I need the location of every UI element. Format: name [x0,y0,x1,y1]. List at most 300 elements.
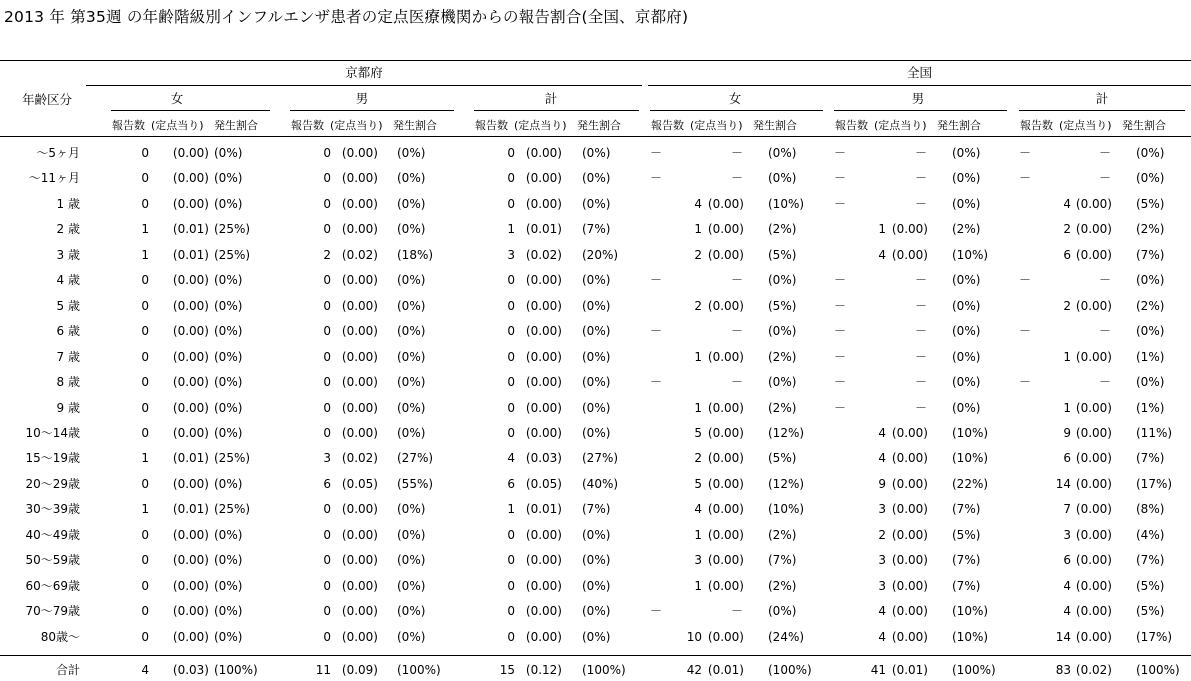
occurrence-ratio: (0%) [397,604,426,619]
occurrence-ratio: (24%) [768,629,805,644]
report-count: 1 [141,451,149,466]
report-count: 4 [694,196,702,211]
per-site-value: (0.00) [707,222,744,237]
report-count: 0 [141,375,149,390]
report-count: 4 [878,629,886,644]
occurrence-ratio: (5%) [1136,196,1165,211]
report-count: 11 [315,663,331,677]
occurrence-ratio: (0%) [214,298,243,313]
subheader-count: 報告数 [1020,119,1053,132]
occurrence-ratio: (0%) [397,553,426,568]
report-count: 4 [694,502,702,517]
per-site-value: (0.02) [341,451,378,466]
occurrence-ratio: (2%) [952,222,981,237]
per-site-value: (0.00) [172,629,209,644]
report-count: 0 [323,425,331,440]
per-site-value: (0.00) [707,527,744,542]
occurrence-ratio: (27%) [397,451,434,466]
per-site-dash: － [730,146,743,160]
occurrence-ratio: (0%) [214,476,243,491]
occurrence-ratio: (2%) [768,527,797,542]
report-count: 1 [507,222,515,237]
per-site-value: (0.00) [891,476,928,491]
per-site-value: (0.00) [1075,247,1112,262]
per-site-value: (0.00) [891,425,928,440]
occurrence-ratio: (0%) [952,146,981,160]
per-site-value: (0.00) [172,553,209,568]
per-site-value: (0.00) [707,502,744,517]
occurrence-ratio: (0%) [397,171,426,186]
subheader-per-site: (定点当り) [514,119,567,132]
occurrence-ratio: (0%) [1136,146,1165,160]
per-site-value: (0.00) [172,298,209,313]
per-site-value: (0.00) [172,578,209,593]
occurrence-ratio: (1%) [1136,349,1165,364]
subheader-ratio: 発生割合 [753,119,797,132]
per-site-value: (0.01) [172,222,209,237]
occurrence-ratio: (0%) [397,196,426,211]
occurrence-ratio: (7%) [952,502,981,517]
per-site-dash: － [730,324,743,339]
per-site-value: (0.00) [1075,476,1112,491]
occurrence-ratio: (0%) [214,375,243,390]
report-count: 15 [499,663,515,677]
occurrence-ratio: (0%) [214,146,243,160]
count-dash: － [834,349,847,364]
per-site-value: (0.00) [525,273,562,288]
per-site-dash: － [1098,273,1111,288]
occurrence-ratio: (0%) [582,527,611,542]
subheader-per-site: (定点当り) [330,119,383,132]
per-site-value: (0.00) [341,425,378,440]
occurrence-ratio: (0%) [582,400,611,415]
occurrence-ratio: (17%) [1136,476,1173,491]
count-dash: － [834,400,847,415]
occurrence-ratio: (0%) [214,553,243,568]
occurrence-ratio: (0%) [768,604,797,619]
report-count: 1 [141,222,149,237]
age-label: 3 歳 [56,247,80,262]
per-site-value: (0.00) [341,196,378,211]
per-site-value: (0.01) [891,663,928,677]
per-site-value: (0.00) [172,171,209,186]
subheader-ratio: 発生割合 [577,119,621,132]
per-site-dash: － [914,298,927,313]
per-site-value: (0.00) [1075,629,1112,644]
occurrence-ratio: (0%) [952,196,981,211]
occurrence-ratio: (0%) [214,604,243,619]
per-site-value: (0.00) [341,553,378,568]
occurrence-ratio: (2%) [768,349,797,364]
count-dash: － [834,273,847,288]
report-count: 0 [141,629,149,644]
occurrence-ratio: (0%) [1136,324,1165,339]
per-site-value: (0.01) [172,502,209,517]
per-site-value: (0.00) [707,451,744,466]
age-label: 80歳～ [40,629,80,644]
age-label: 40～49歳 [25,527,80,542]
report-count: 1 [1063,349,1071,364]
occurrence-ratio: (0%) [768,146,797,160]
occurrence-ratio: (0%) [582,578,611,593]
report-count: 0 [323,273,331,288]
occurrence-ratio: (5%) [1136,578,1165,593]
per-site-value: (0.00) [1075,502,1112,517]
report-count: 0 [323,375,331,390]
per-site-value: (0.00) [341,171,378,186]
per-site-dash: － [914,171,927,186]
per-site-value: (0.00) [172,324,209,339]
occurrence-ratio: (7%) [1136,451,1165,466]
gender-header: 女 [170,91,184,106]
occurrence-ratio: (10%) [952,629,989,644]
occurrence-ratio: (4%) [1136,527,1165,542]
occurrence-ratio: (0%) [582,196,611,211]
occurrence-ratio: (0%) [952,171,981,186]
occurrence-ratio: (0%) [214,578,243,593]
occurrence-ratio: (0%) [214,400,243,415]
report-count: 0 [141,171,149,186]
per-site-value: (0.09) [341,663,378,677]
occurrence-ratio: (10%) [952,247,989,262]
occurrence-ratio: (12%) [768,425,805,440]
per-site-value: (0.00) [707,629,744,644]
report-count: 0 [507,273,515,288]
report-count: 5 [694,425,702,440]
report-count: 0 [507,375,515,390]
occurrence-ratio: (0%) [214,273,243,288]
report-count: 0 [507,324,515,339]
occurrence-ratio: (10%) [952,604,989,619]
report-count: 0 [141,349,149,364]
occurrence-ratio: (100%) [768,663,812,677]
age-column-header: 年齢区分 [22,92,73,107]
subheader-ratio: 発生割合 [393,119,437,132]
report-count: 1 [507,502,515,517]
occurrence-ratio: (100%) [397,663,441,677]
report-count: 3 [507,247,515,262]
per-site-value: (0.00) [707,578,744,593]
per-site-value: (0.00) [1075,553,1112,568]
total-label: 合計 [55,663,80,677]
occurrence-ratio: (0%) [214,196,243,211]
per-site-value: (0.00) [1075,400,1112,415]
report-count: 0 [141,578,149,593]
age-label: 20～29歳 [25,476,80,491]
per-site-value: (0.00) [707,425,744,440]
subheader-per-site: (定点当り) [151,119,204,132]
count-dash: － [834,146,847,160]
per-site-value: (0.00) [1075,425,1112,440]
per-site-dash: － [730,273,743,288]
report-count: 7 [1063,502,1071,517]
subheader-count: 報告数 [291,119,324,132]
per-site-value: (0.00) [172,349,209,364]
per-site-value: (0.00) [525,171,562,186]
subheader-per-site: (定点当り) [874,119,927,132]
report-count: 3 [323,451,331,466]
count-dash: － [650,324,663,339]
occurrence-ratio: (2%) [768,578,797,593]
count-dash: － [834,324,847,339]
occurrence-ratio: (8%) [1136,502,1165,517]
per-site-dash: － [914,196,927,211]
age-label: 4 歳 [56,273,80,288]
per-site-value: (0.00) [341,400,378,415]
per-site-value: (0.00) [172,604,209,619]
per-site-value: (0.02) [525,247,562,262]
age-label: ～5ヶ月 [36,146,80,160]
per-site-value: (0.00) [891,222,928,237]
per-site-value: (0.00) [891,451,928,466]
occurrence-ratio: (5%) [768,298,797,313]
occurrence-ratio: (0%) [952,324,981,339]
per-site-value: (0.00) [891,247,928,262]
per-site-value: (0.00) [341,222,378,237]
per-site-value: (0.00) [707,349,744,364]
report-count: 4 [878,451,886,466]
occurrence-ratio: (5%) [768,451,797,466]
report-count: 4 [141,663,149,677]
report-count: 0 [141,273,149,288]
occurrence-ratio: (0%) [952,273,981,288]
per-site-value: (0.01) [525,222,562,237]
age-label: 50～59歳 [25,553,80,568]
count-dash: － [834,196,847,211]
gender-rule [111,110,270,111]
gender-header: 男 [911,91,925,106]
per-site-value: (0.00) [525,527,562,542]
age-label: 5 歳 [56,298,80,313]
per-site-value: (0.00) [172,273,209,288]
per-site-value: (0.00) [341,502,378,517]
per-site-value: (0.03) [172,663,209,677]
count-dash: － [834,375,847,390]
report-count: 0 [323,400,331,415]
per-site-value: (0.00) [707,298,744,313]
report-count: 6 [323,476,331,491]
per-site-value: (0.00) [172,196,209,211]
occurrence-ratio: (0%) [214,527,243,542]
kyoto-region-rule [86,85,642,86]
per-site-value: (0.00) [341,604,378,619]
per-site-value: (0.00) [341,375,378,390]
occurrence-ratio: (7%) [952,553,981,568]
occurrence-ratio: (1%) [1136,400,1165,415]
age-label: 9 歳 [56,400,80,415]
report-count: 1 [694,527,702,542]
age-label: 15～19歳 [25,451,80,466]
occurrence-ratio: (0%) [582,604,611,619]
report-count: 0 [323,349,331,364]
report-count: 4 [1063,578,1071,593]
report-count: 2 [1063,222,1071,237]
occurrence-ratio: (0%) [397,578,426,593]
report-count: 4 [878,604,886,619]
report-count: 0 [507,400,515,415]
per-site-value: (0.01) [172,451,209,466]
header-bottom-rule [0,136,1191,137]
age-label: ～11ヶ月 [28,171,80,186]
subheader-count: 報告数 [475,119,508,132]
count-dash: － [1019,273,1032,288]
report-count: 0 [323,146,331,160]
report-count: 0 [507,146,515,160]
occurrence-ratio: (0%) [214,171,243,186]
gender-rule [1019,110,1185,111]
occurrence-ratio: (0%) [768,171,797,186]
occurrence-ratio: (18%) [397,247,434,262]
age-label: 7 歳 [56,349,80,364]
occurrence-ratio: (25%) [214,247,251,262]
per-site-value: (0.00) [707,476,744,491]
report-count: 0 [507,629,515,644]
report-count: 4 [1063,196,1071,211]
subheader-ratio: 発生割合 [1122,119,1166,132]
report-count: 1 [694,222,702,237]
occurrence-ratio: (0%) [397,349,426,364]
report-count: 0 [323,502,331,517]
per-site-value: (0.00) [172,425,209,440]
per-site-value: (0.00) [172,375,209,390]
per-site-value: (0.00) [341,298,378,313]
report-count: 10 [686,629,702,644]
report-count: 2 [694,451,702,466]
occurrence-ratio: (0%) [582,425,611,440]
per-site-value: (0.00) [891,578,928,593]
report-count: 6 [1063,247,1071,262]
report-count: 5 [694,476,702,491]
occurrence-ratio: (0%) [397,425,426,440]
report-count: 6 [507,476,515,491]
report-count: 2 [1063,298,1071,313]
per-site-value: (0.02) [1075,663,1112,677]
report-count: 14 [1055,476,1071,491]
occurrence-ratio: (0%) [214,425,243,440]
report-count: 0 [141,400,149,415]
report-count: 1 [1063,400,1071,415]
occurrence-ratio: (0%) [214,629,243,644]
per-site-value: (0.00) [525,425,562,440]
per-site-value: (0.00) [525,349,562,364]
per-site-value: (0.00) [525,196,562,211]
per-site-dash: － [730,375,743,390]
per-site-value: (0.00) [525,604,562,619]
occurrence-ratio: (7%) [952,578,981,593]
count-dash: － [650,273,663,288]
report-count: 3 [878,578,886,593]
per-site-value: (0.00) [1075,349,1112,364]
per-site-value: (0.02) [341,247,378,262]
per-site-value: (0.03) [525,451,562,466]
report-count: 0 [141,196,149,211]
per-site-dash: － [914,146,927,160]
occurrence-ratio: (5%) [1136,604,1165,619]
per-site-dash: － [914,273,927,288]
occurrence-ratio: (0%) [397,324,426,339]
report-count: 0 [507,171,515,186]
occurrence-ratio: (0%) [582,629,611,644]
region-header-national: 全国 [906,65,932,80]
occurrence-ratio: (0%) [768,375,797,390]
age-label: 60～69歳 [25,578,80,593]
report-count: 0 [323,298,331,313]
occurrence-ratio: (0%) [582,146,611,160]
occurrence-ratio: (5%) [952,527,981,542]
occurrence-ratio: (7%) [768,553,797,568]
per-site-value: (0.00) [707,400,744,415]
report-count: 0 [507,298,515,313]
occurrence-ratio: (10%) [952,451,989,466]
subheader-per-site: (定点当り) [1059,119,1112,132]
region-header-kyoto: 京都府 [345,65,383,80]
occurrence-ratio: (25%) [214,222,251,237]
report-count: 0 [507,527,515,542]
occurrence-ratio: (0%) [397,222,426,237]
report-count: 4 [878,425,886,440]
occurrence-ratio: (2%) [1136,298,1165,313]
report-count: 0 [323,578,331,593]
report-count: 3 [694,553,702,568]
report-count: 0 [141,604,149,619]
report-count: 3 [878,553,886,568]
report-count: 0 [507,553,515,568]
per-site-dash: － [730,171,743,186]
report-count: 2 [323,247,331,262]
per-site-value: (0.00) [341,527,378,542]
occurrence-ratio: (7%) [1136,247,1165,262]
occurrence-ratio: (25%) [214,451,251,466]
per-site-dash: － [914,324,927,339]
per-site-value: (0.00) [525,629,562,644]
per-site-dash: － [1098,146,1111,160]
count-dash: － [1019,146,1032,160]
per-site-value: (0.00) [1075,604,1112,619]
occurrence-ratio: (20%) [582,247,619,262]
report-count: 0 [507,349,515,364]
report-count: 6 [1063,553,1071,568]
report-count: 6 [1063,451,1071,466]
report-count: 3 [878,502,886,517]
occurrence-ratio: (7%) [582,222,611,237]
age-label: 2 歳 [56,222,80,237]
report-count: 41 [870,663,886,677]
occurrence-ratio: (100%) [952,663,996,677]
report-count: 14 [1055,629,1071,644]
per-site-value: (0.00) [525,375,562,390]
age-label: 6 歳 [56,324,80,339]
report-count: 0 [323,222,331,237]
per-site-value: (0.00) [1075,578,1112,593]
gender-rule [834,110,1007,111]
occurrence-ratio: (17%) [1136,629,1173,644]
per-site-value: (0.00) [341,578,378,593]
occurrence-ratio: (0%) [582,375,611,390]
report-count: 0 [507,425,515,440]
per-site-value: (0.00) [1075,298,1112,313]
report-count: 0 [141,476,149,491]
count-dash: － [1019,324,1032,339]
occurrence-ratio: (0%) [582,324,611,339]
per-site-value: (0.00) [172,146,209,160]
report-count: 2 [694,247,702,262]
subheader-count: 報告数 [835,119,868,132]
count-dash: － [1019,375,1032,390]
report-count: 0 [141,324,149,339]
occurrence-ratio: (2%) [1136,222,1165,237]
report-count: 2 [694,298,702,313]
report-count: 4 [1063,604,1071,619]
